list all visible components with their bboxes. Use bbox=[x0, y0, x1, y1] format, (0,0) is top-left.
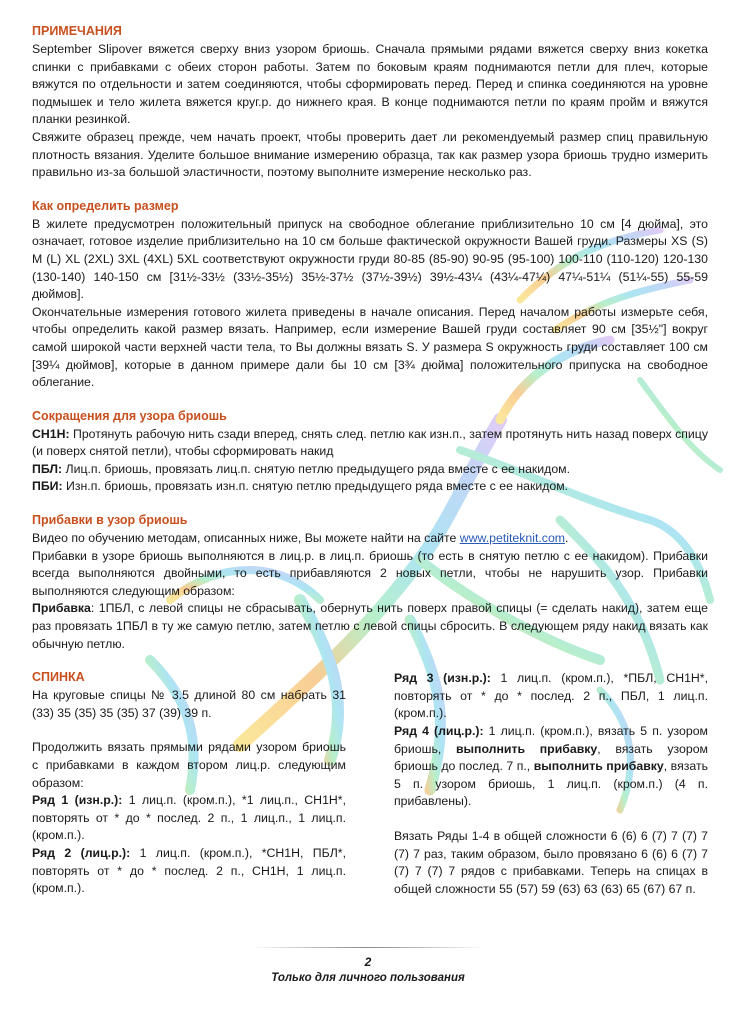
size-section bbox=[32, 199, 708, 392]
row-2-term: Ряд 2 (лиц.р.): bbox=[32, 845, 131, 860]
row-3-term: Ряд 3 (изн.р.): bbox=[394, 671, 491, 686]
notes-heading: ПРИМЕЧАНИЯ bbox=[32, 24, 122, 38]
increases-paragraph: Прибавки в узоре бриошь выполняются в лиц.р. в лиц.п. бриошь (то есть в снятую петлю с ее накидом). Прибавки всегда выполняются двойными, то есть прибавляются 2 новых петли, чтобы не нарушить узор. Прибавки выполняются следующим образом: bbox=[32, 548, 708, 598]
row-3 bbox=[394, 670, 708, 723]
notes-section bbox=[32, 24, 708, 182]
footer-note: Только для личного пользования bbox=[271, 972, 465, 984]
row-1 bbox=[32, 792, 346, 845]
footer-divider bbox=[248, 947, 488, 948]
increase-instruction: выполнить прибавку bbox=[455, 741, 598, 756]
increase-instruction: выполнить прибавку bbox=[533, 759, 664, 774]
size-paragraph-1: В жилете предусмотрен положительный припуск на свободное облегание приблизительно 10 см [4 дюйма], это означает, готовое изделие приблизительно на 10 см больше фактической окружности Вашей груди. Размеры XS (S) M (L) XL (2XL) 3XL (4XL) 5XL соответствуют окружности груди 80-85 (85-90) 90-95 (95-100) 100-110 (110-120) 120-130 (130-140) 140-150 см [31½-33½ (33½-35½) 35½-37½ (37½-39½) 39½-43¼ (43¼-47¼) 47¼-51¼ (51¼-55) 55-59 дюймов]. bbox=[32, 216, 708, 302]
back-right-column bbox=[394, 670, 708, 898]
abbreviation-term: СН1Н: bbox=[32, 426, 70, 441]
row-4-text: 1 лиц.п. (кром.п.), вязать 5 п. узором бриошь, bbox=[394, 724, 708, 756]
increase-term: Прибавка bbox=[32, 601, 91, 616]
row-4-text: , вязать узором бриошь до послед. 7 п., bbox=[394, 741, 708, 774]
increase-text: : 1ПБЛ, с левой спицы не сбрасывать, обернуть нить поверх правой спицы (= сделать накид), затем еще раз провязать 1ПБЛ в ту же самую петлю, затем петлю с левой спицы сбросить. В следующем ряду накид вязать как обычную петлю. bbox=[32, 601, 708, 651]
petiteknit-link[interactable]: www.petiteknit.com bbox=[459, 531, 566, 546]
page-number: 2 bbox=[364, 955, 372, 969]
back-left-column bbox=[32, 670, 346, 898]
increase-definition bbox=[32, 600, 708, 653]
abbreviation-text: Изн.п. бриошь, провязать изн.п. снятую петлю предыдущего ряда вместе с ее накидом. bbox=[62, 479, 569, 494]
back-heading: СПИНКА bbox=[32, 670, 85, 685]
video-paragraph bbox=[32, 530, 708, 548]
notes-paragraph-1: September Slipover вяжется сверху вниз узором бриошь. Сначала прямыми рядами вяжется сверху вниз кокетка спинки с прибавками с обеих сторон работы. Затем по боковым краям поднимаются петли для плеч, которые вяжутся по отдельности и затем соединяются, чтобы сформировать перед. Перед и спинка соединяются на уровне подмышек и тело жилета вяжется круг.р. до нижнего края. В конце поднимаются петли по краям пройм и вяжутся планки резинкой. bbox=[32, 42, 708, 127]
back-section bbox=[32, 670, 708, 898]
abbreviation-term: ПБЛ: bbox=[32, 461, 63, 476]
page-content bbox=[32, 24, 708, 898]
row-1-term: Ряд 1 (изн.р.): bbox=[32, 793, 123, 808]
abbreviation-item bbox=[32, 461, 708, 479]
abbreviation-term: ПБИ: bbox=[32, 479, 63, 494]
row-4-term: Ряд 4 (лиц.р.): bbox=[394, 724, 484, 738]
abbreviations-heading: Сокращения для узора бриошь bbox=[32, 408, 227, 423]
row-2 bbox=[32, 845, 346, 898]
row-3-text: 1 лиц.п. (кром.п.), *ПБЛ, СН1Н*, повторять от * до * послед. 2 п., ПБЛ, 1 лиц.п. (кром.п.). bbox=[394, 671, 709, 721]
row-1-text: 1 лиц.п. (кром.п.), *1 лиц.п., СН1Н*, повторять от * до * послед. 2 п., 1 лиц.п., 1 лиц.п. (кром.п.). bbox=[32, 793, 346, 843]
abbreviations-section bbox=[32, 409, 708, 496]
video-text-end: . bbox=[565, 531, 569, 546]
size-paragraph-2: Окончательные измерения готового жилета приведены в начале описания. Перед началом работы измерьте себя, чтобы определить какой размер вязать. Например, если измерение Вашей груди составляет 90 см [35½"] вокруг самой широкой части верхней части тела, то Вы должны вязать S. У размера S окружность груди составляет 100 см [39¼ дюймов], которые в данном примере дали бы 10 см [3¾ дюйма] положительного припуска на свободное облегание. bbox=[32, 304, 708, 390]
row-4-text: , вязать 5 п. узором бриошь, 1 лиц.п. (кром.п.) (4 п. прибавлены). bbox=[394, 759, 708, 809]
abbreviation-text: Протянуть рабочую нить сзади вперед, снять след. петлю как изн.п., затем протянуть нить назад поверх спицу (и поверх снятой петли), чтобы сформировать накид bbox=[32, 426, 708, 459]
video-text: Видео по обучению методам, описанных ниже, Вы можете найти на сайте bbox=[32, 531, 460, 546]
size-heading: Как определить размер bbox=[32, 198, 179, 213]
row-4 bbox=[394, 723, 708, 811]
repeat-instruction: Вязать Ряды 1-4 в общей сложности 6 (6) 6 (7) 7 (7) 7 (7) 7 раз, таким образом, было провязано 6 (6) 6 (7) 7 (7) 7 (7) 7 рядов с прибавками. Теперь на спицах в общей сложности 55 (57) 59 (63) 63 (63) 65 (67) 67 п. bbox=[394, 828, 708, 896]
abbreviation-item bbox=[32, 478, 708, 496]
notes-paragraph-2: Свяжите образец прежде, чем начать проект, чтобы проверить дает ли рекомендуемый размер спиц правильную плотность вязания. Уделите большое внимание измерению образца, так как размер узора бриошь трудно измерить правильно из-за большой эластичности, поэтому выполните измерение несколько раз. bbox=[32, 129, 708, 180]
increases-heading: Прибавки в узор бриошь bbox=[32, 513, 188, 528]
row-2-text: 1 лиц.п. (кром.п.), *СН1Н, ПБЛ*, повторять от * до * послед. 2 п., СН1Н, 1 лиц.п. (кром.п.). bbox=[32, 845, 346, 896]
abbreviation-text: Лиц.п. бриошь, провязать лиц.п. снятую петлю предыдущего ряда вместе с ее накидом. bbox=[62, 461, 571, 476]
back-cast-on: На круговые спицы № 3.5 длиной 80 см набрать 31 (33) 35 (35) 35 (35) 37 (39) 39 п. bbox=[32, 688, 346, 720]
increases-section bbox=[32, 513, 708, 653]
abbreviation-item bbox=[32, 426, 708, 461]
back-intro: Продолжить вязать прямыми рядами узором бриошь с прибавками в каждом втором лиц.р. следующим образом: bbox=[32, 740, 346, 790]
